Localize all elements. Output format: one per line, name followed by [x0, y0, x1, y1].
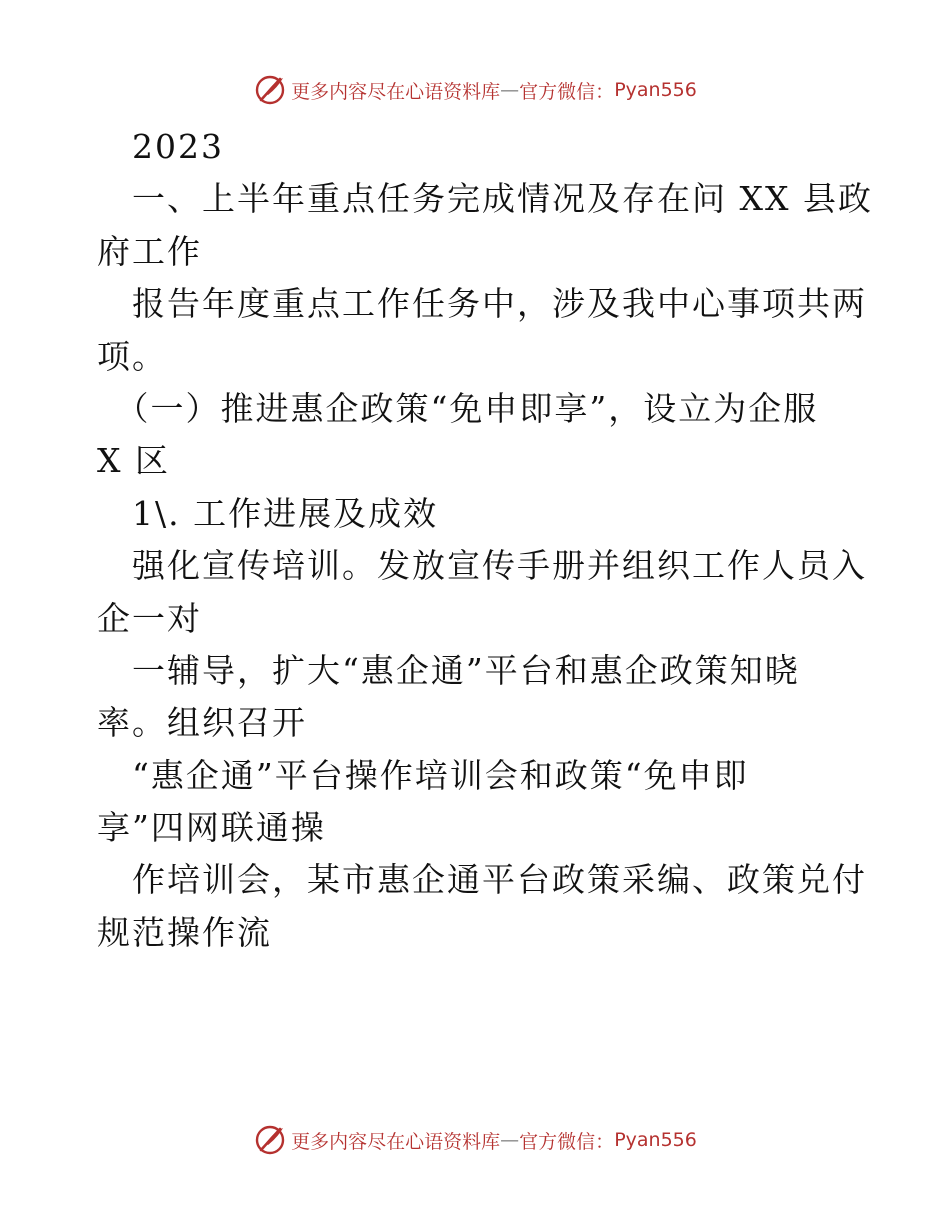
- text-line: 一辅导，扩大“惠企通”平台和惠企政策知晓: [97, 650, 800, 690]
- brand-text: 更多内容尽在心语资料库: [291, 1130, 501, 1153]
- text-line: 一、上半年重点任务完成情况及存在问 XX 县政: [97, 179, 873, 219]
- text-line: 规范操作流: [97, 912, 272, 952]
- contact-id: Pyan556: [614, 1129, 697, 1151]
- document-body: [97, 121, 873, 959]
- text-line: 2023: [97, 127, 224, 166]
- quill-logo-icon: [253, 73, 287, 107]
- text-line: 报告年度重点工作任务中，涉及我中心事项共两: [97, 284, 867, 324]
- text-line: 作培训会，某市惠企通平台政策采编、政策兑付: [97, 860, 867, 900]
- text-line: 项。: [97, 336, 167, 376]
- banner-separator: —: [500, 79, 520, 101]
- quill-logo-icon: [253, 1123, 287, 1157]
- text-line: 府工作: [97, 231, 202, 271]
- text-line: 1\. 工作进展及成效: [97, 493, 439, 533]
- contact-id: Pyan556: [614, 79, 697, 101]
- footer-watermark: [0, 1120, 950, 1160]
- brand-text: 更多内容尽在心语资料库: [291, 80, 501, 103]
- text-line: 强化宣传培训。发放宣传手册并组织工作人员入: [97, 546, 867, 586]
- banner-separator: —: [500, 1129, 520, 1151]
- contact-label: 官方微信：: [519, 1130, 615, 1153]
- contact-label: 官方微信：: [519, 80, 615, 103]
- text-line: X 区: [97, 441, 170, 481]
- text-line: （一）推进惠企政策“免申即享”，设立为企服: [97, 388, 819, 428]
- text-line: 率。组织召开: [97, 703, 307, 743]
- text-line: 享”四网联通操: [97, 808, 326, 848]
- text-line: “惠企通”平台操作培训会和政策“免申即: [97, 755, 749, 795]
- header-watermark: [0, 70, 950, 110]
- text-line: 企一对: [97, 598, 202, 638]
